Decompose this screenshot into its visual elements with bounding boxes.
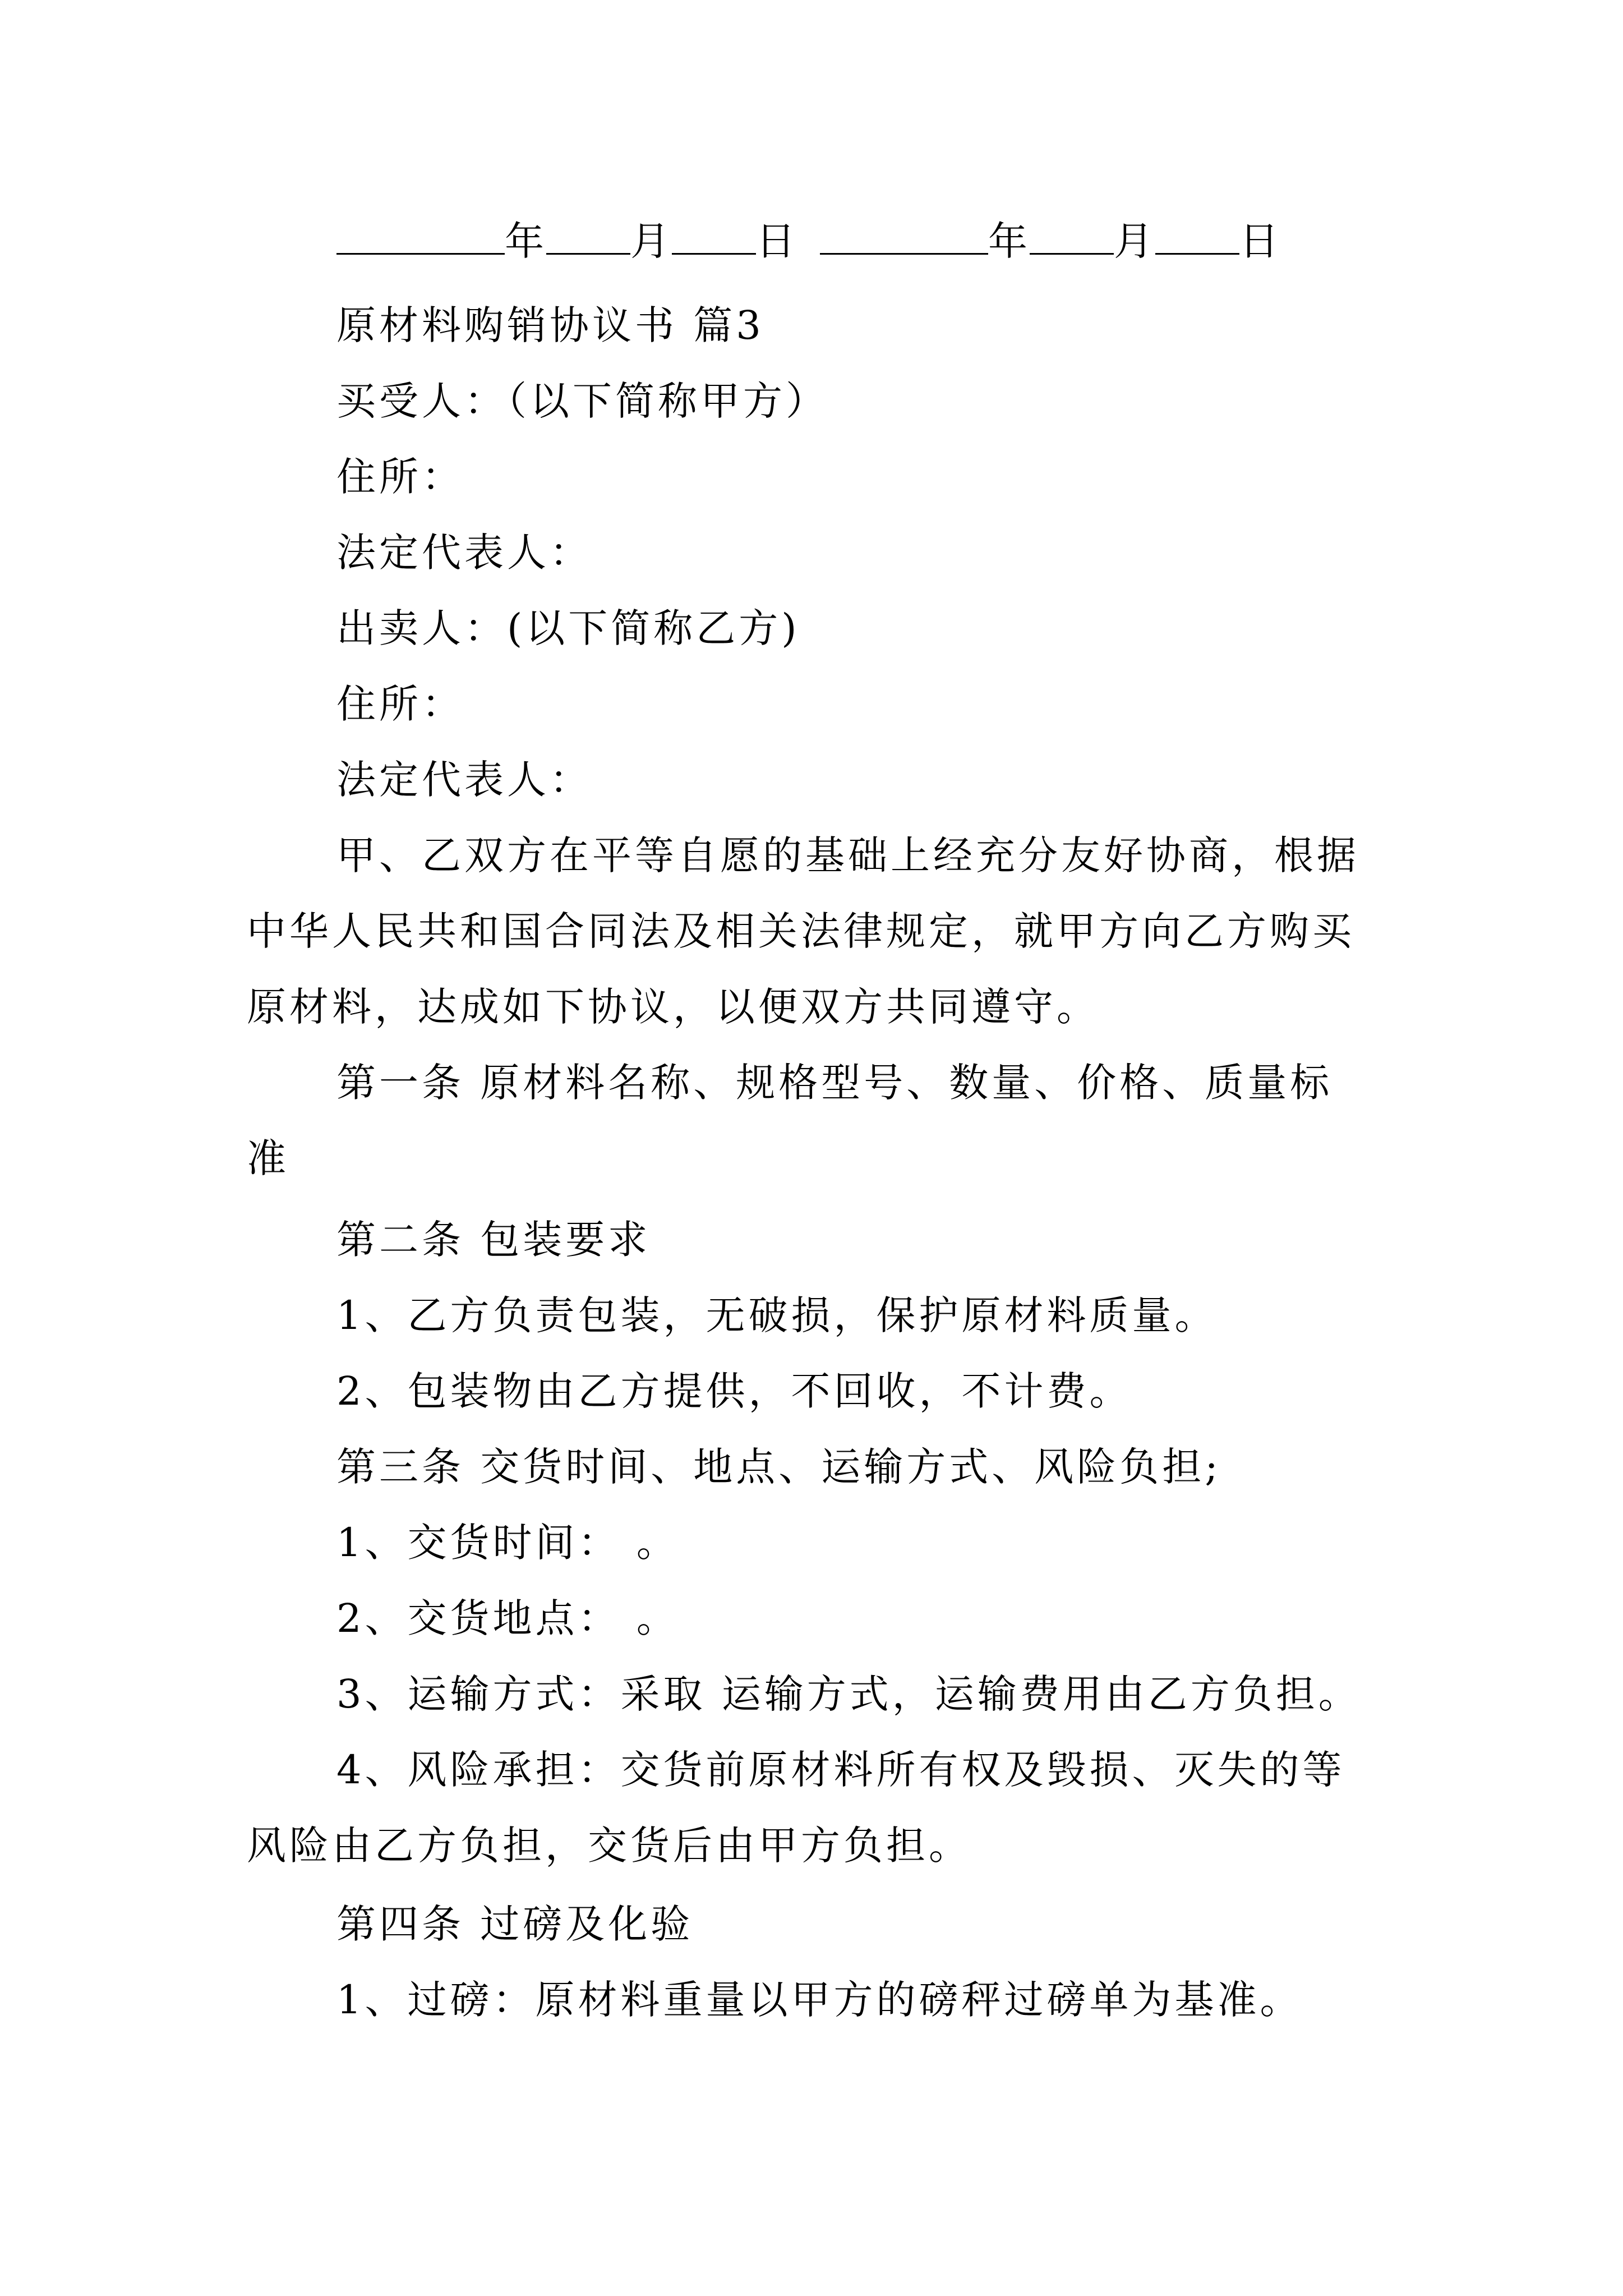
- year-blank: [820, 219, 988, 255]
- clause-line: 1、过磅：原材料重量以甲方的磅秤过磅单为基准。: [336, 1977, 1303, 2023]
- article-1-heading-cont: 准: [247, 1135, 289, 1181]
- month-label: 月: [630, 218, 672, 264]
- clause-line-cont: 风险由乙方负担，交货后由甲方负担。: [247, 1823, 971, 1869]
- clause-line: 1、交货时间： 。: [336, 1520, 679, 1566]
- section-title: 原材料购销协议书 篇3: [336, 302, 764, 348]
- seller-representative: 法定代表人：: [336, 757, 592, 803]
- buyer-line: 买受人：（以下简称甲方）: [336, 378, 828, 424]
- article-2-heading: 第二条 包装要求: [336, 1217, 651, 1263]
- day-label: 日: [1239, 218, 1281, 264]
- seller-line: 出卖人：(以下简称乙方): [336, 605, 800, 651]
- preamble-line: 中华人民共和国合同法及相关法律规定，就甲方向乙方购买: [247, 908, 1355, 954]
- preamble-line: 甲、乙双方在平等自愿的基础上经充分友好协商，根据: [336, 832, 1359, 878]
- clause-line: 2、包装物由乙方提供，不回收，不计费。: [336, 1368, 1132, 1414]
- article-4-heading: 第四条 过磅及化验: [336, 1901, 694, 1947]
- seller-address: 住所：: [336, 681, 464, 727]
- month-blank: [1030, 219, 1114, 255]
- clause-line: 1、乙方负责包装，无破损，保护原材料质量。: [336, 1292, 1218, 1338]
- article-1-heading: 第一条 原材料名称、规格型号、数量、价格、质量标: [336, 1060, 1333, 1106]
- clause-line: 2、交货地点： 。: [336, 1595, 679, 1641]
- year-label: 年: [988, 218, 1030, 264]
- preamble-line: 原材料，达成如下协议，以便双方共同遵守。: [247, 984, 1099, 1030]
- clause-line: 3、运输方式：采取 运输方式，运输费用由乙方负担。: [336, 1671, 1361, 1717]
- month-blank: [546, 219, 630, 255]
- clause-line: 4、风险承担：交货前原材料所有权及毁损、灭失的等: [336, 1747, 1345, 1793]
- buyer-representative: 法定代表人：: [336, 530, 592, 576]
- day-label: 日: [756, 218, 797, 264]
- day-blank: [1155, 219, 1239, 255]
- year-blank: [336, 219, 505, 255]
- buyer-address: 住所：: [336, 454, 464, 500]
- year-label: 年: [505, 218, 546, 264]
- month-label: 月: [1114, 218, 1155, 264]
- date-signature-line: [336, 208, 1281, 275]
- day-blank: [672, 219, 756, 255]
- article-3-heading: 第三条 交货时间、地点、运输方式、风险负担;: [336, 1444, 1221, 1490]
